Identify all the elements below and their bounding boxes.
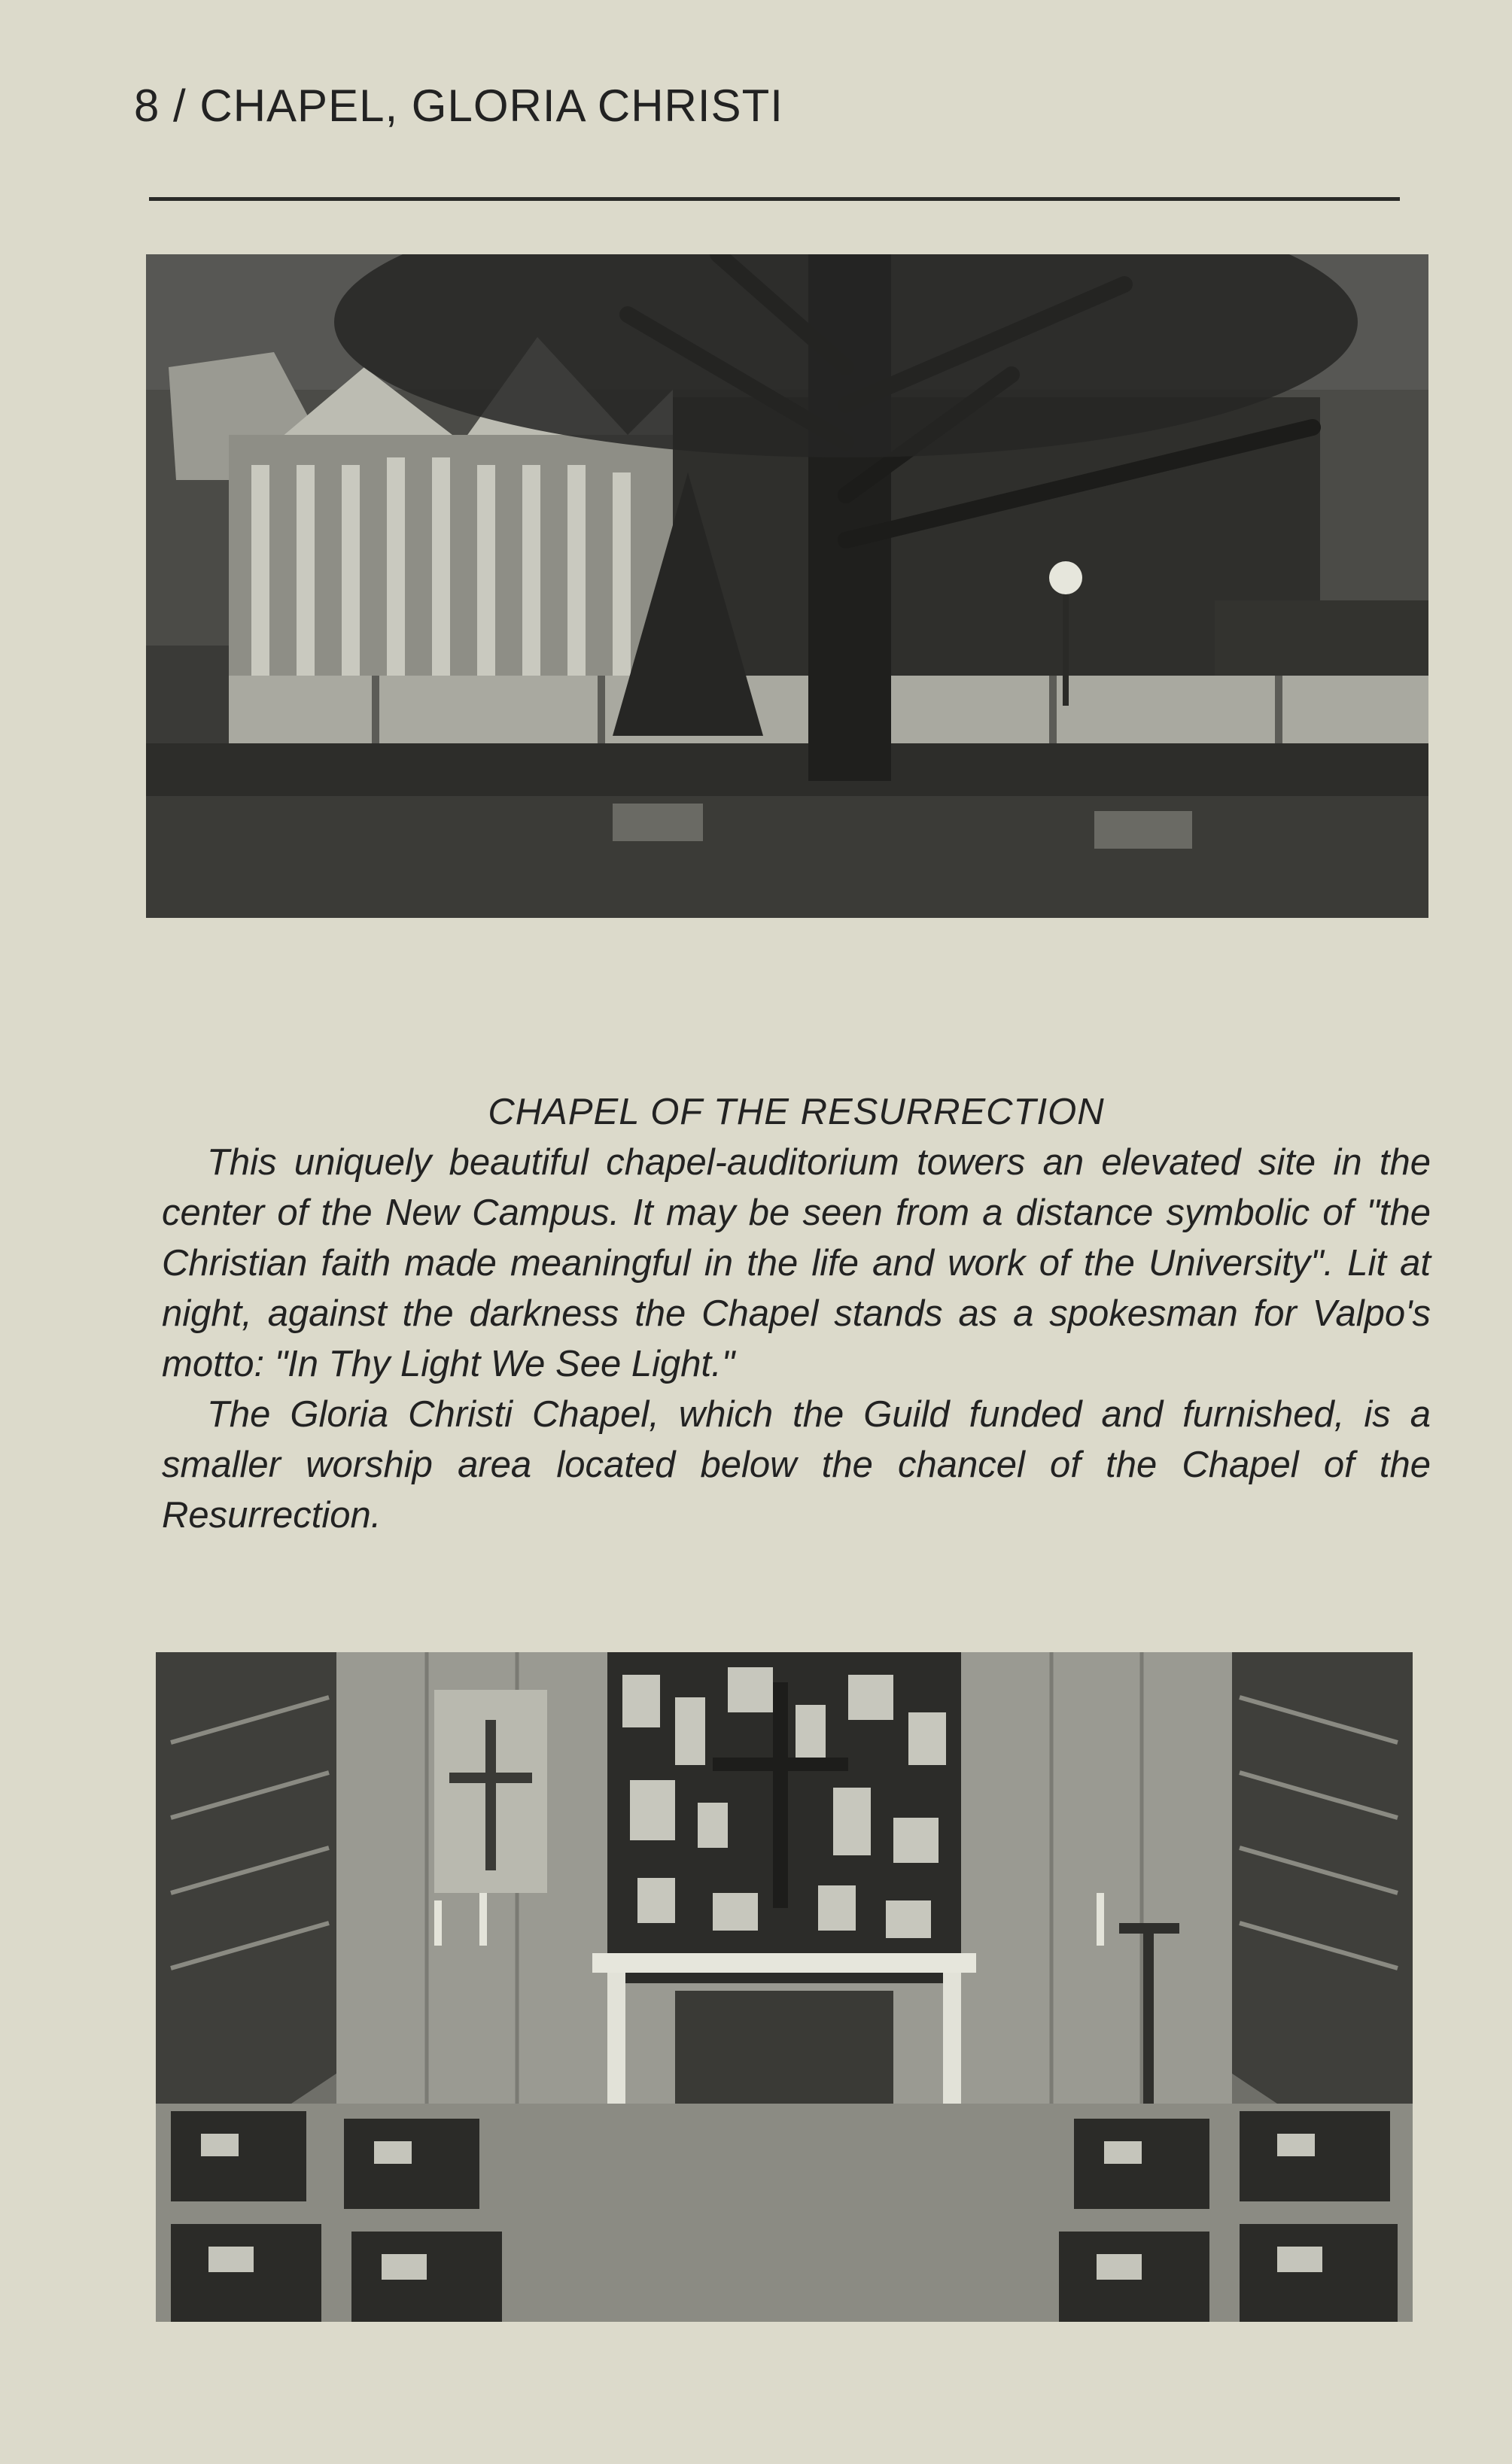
- caption-heading: CHAPEL OF THE RESURRECTION: [488, 1092, 1105, 1132]
- chapel-exterior-photo: [146, 254, 1428, 918]
- header-rule: [149, 197, 1400, 201]
- chapel-interior-photo: [156, 1652, 1413, 2322]
- caption-paragraph: The Gloria Christi Chapel, which the Guild funded and furnished, is a smaller worship area located below the chancel of the Chapel of the Resurrection.: [162, 1394, 1431, 1536]
- caption-paragraph: This uniquely beautiful chapel-auditorium towers an elevated site in the center of the New Campus. It may be seen from a distance symbolic of "the Christian faith made meaningful in the life and work of the University". Lit at night, against the darkness the Chapel stands as a spokesman for Valpo's motto: "In Thy Light We See Light.": [162, 1142, 1431, 1384]
- running-head: 8 / CHAPEL, GLORIA CHRISTI: [134, 81, 783, 131]
- photo-caption: [162, 1087, 1431, 1541]
